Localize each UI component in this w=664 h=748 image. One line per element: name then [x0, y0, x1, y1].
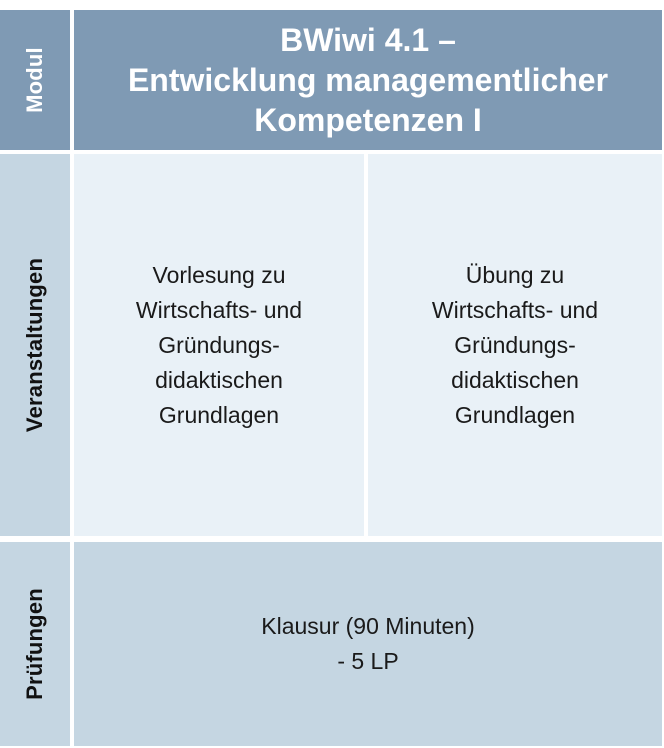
exercise-line-1: Übung zu [465, 261, 565, 288]
module-label-cell [0, 10, 70, 150]
module-title [128, 20, 608, 140]
lecture-text [109, 258, 329, 433]
exam-line-2: - 5 LP [337, 648, 399, 674]
lecture-line-1: Vorlesung zu [152, 261, 286, 288]
events-label-cell [0, 154, 70, 536]
exercise-line-3: Gründungs- [454, 331, 576, 358]
exercise-text [405, 258, 625, 433]
exercise-line-5: Grundlagen [454, 401, 576, 428]
lecture-line-3: Gründungs- [158, 331, 280, 358]
module-label: Modul [21, 47, 47, 113]
module-title-line-1: BWiwi 4.1 – [280, 22, 456, 58]
lecture-line-2: Wirtschafts- und [135, 296, 303, 323]
lecture-line-5: Grundlagen [158, 401, 280, 428]
module-title-line-2: Entwicklung managementlicher [127, 62, 609, 98]
exercise-cell [368, 154, 662, 536]
exercise-line-2: Wirtschafts- und [431, 296, 599, 323]
exams-label-cell [0, 542, 70, 746]
exam-text [261, 609, 475, 679]
lecture-cell [74, 154, 364, 536]
events-label: Veranstaltungen [22, 257, 47, 433]
exam-line-1: Klausur (90 Minuten) [261, 613, 475, 639]
module-title-cell [74, 10, 662, 150]
exam-cell [74, 542, 662, 746]
exams-label: Prüfungen [22, 588, 48, 700]
exercise-line-4: didaktischen [451, 366, 579, 393]
lecture-line-4: didaktischen [155, 366, 283, 393]
module-title-line-3: Kompetenzen I [254, 102, 482, 138]
